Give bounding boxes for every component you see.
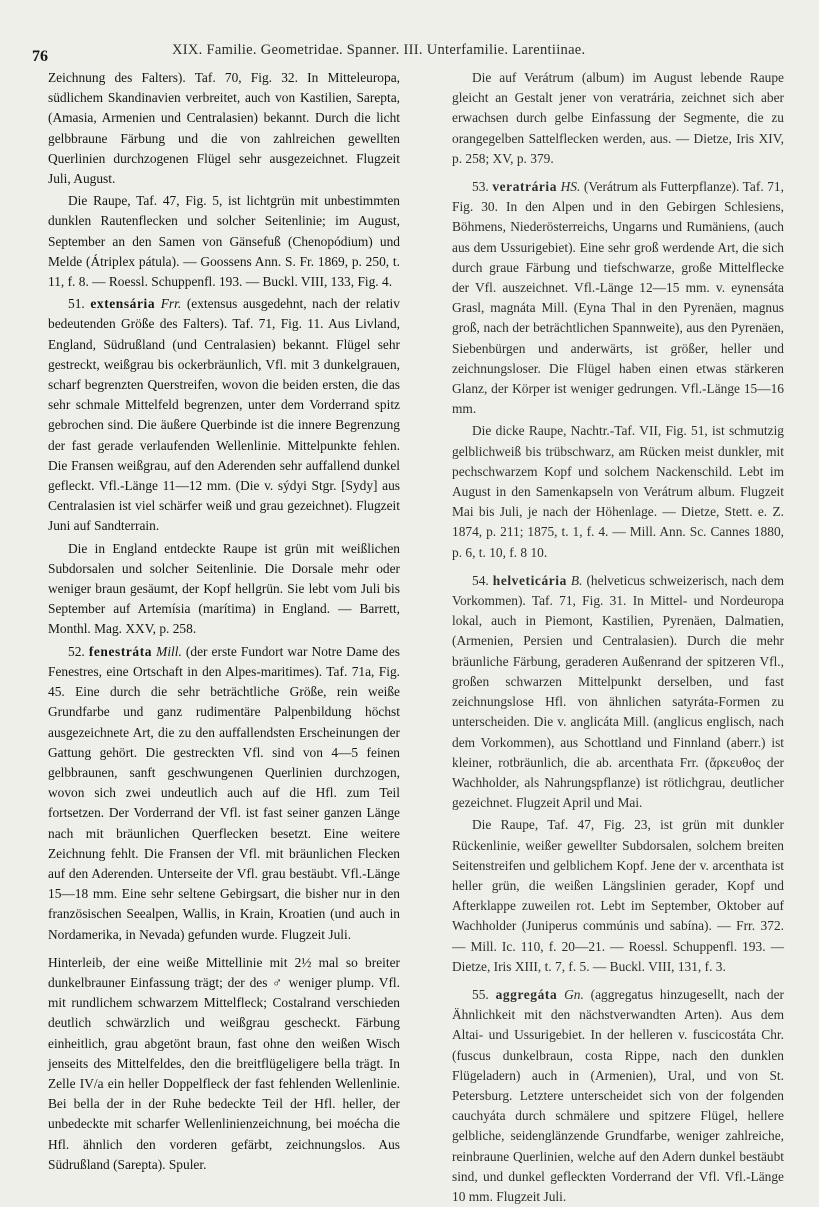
paragraph: Die auf Verátrum (album) im August lebende Raupe gleicht an Gestalt jener von veratrária, zeichnet sich aber erwachsen durch gelbe Einfassung der Segmente, die zu orangegelben Sattelflecken werden, aus. — Dietze, Iris XIV, p. 258; XV, p. 379.: [452, 70, 784, 166]
paragraph: Die in England entdeckte Raupe ist grün mit weißlichen Subdorsalen und solcher Seitenlinie. Die Dorsale mehr oder weniger braun gesäumt, der Kopf hellgrün. Sie lebt vom Juli bis September auf Artemísia (marítima) in England. — Barrett, Monthl. Mag. XXV, p. 258.: [48, 540, 400, 637]
author: Frr.: [160, 296, 182, 312]
right-column: [452, 68, 784, 1207]
entry-text: (aggregatus hinzugesellt, nach der Ähnlichkeit mit den nächstverwandten Arten). Aus dem Altai- und Ussurigebiet. In der helleren v. fuscicostáta Chr. (fuscus dunkelbraun, costa Rippe, nach den dunklen Flügeladern) auch in (Armenien), Ural, und von St. Petersburg. Letztere unterscheidet sich von der folgenden cauchyáta durch schmälere und spitzere Flügel, hellere gelbliche, seidenglänzende Grundfarbe, weniger zahlreiche, reinbraune Querlinien, welche auf den Adern dunkel bestäubt sind, und dunkel gefleckten Vorderrand der Vfl. Vfl.-Länge 10 mm. Flugzeit Juli.: [452, 986, 784, 1204]
author: B.: [570, 572, 583, 588]
entry-number: 52.: [68, 643, 85, 659]
entry-number: 54.: [472, 572, 489, 588]
species-name: extensária: [90, 296, 156, 312]
left-column: [48, 68, 400, 1175]
author: Mill.: [156, 643, 182, 659]
entry-number: 51.: [68, 296, 85, 312]
entry-number: 55.: [472, 986, 489, 1002]
running-title: XIX. Familie. Geometridae. Spanner. III. Unterfamilie. Larentiinae.: [172, 42, 586, 58]
paragraph: Die dicke Raupe, Nachtr.-Taf. VII, Fig. 51, ist schmutzig gelblichweiß bis trübschwarz, am Rücken meist dunkler, mit pechschwarzem Kopf und solchem Nackenschild. Lebt im August in den Samenkapseln von Verátrum album. Flugzeit Mai bis Juli, je nach der Höhenlage. — Dietze, Stett. e. Z. 1874, p. 211; 1875, t. 1, f. 4. — Mill. Ann. Sc. Cannes 1880, p. 6, t. 10, f. 8 10.: [452, 423, 784, 560]
species-entry-54: [452, 571, 784, 813]
species-entry-53: [452, 177, 784, 419]
species-entry-55: [452, 985, 784, 1207]
page-number: 76: [32, 48, 48, 65]
paragraph: Hinterleib, der eine weiße Mittellinie mit 2½ mal so breiter dunkelbrauner Einfassung trägt; der des ♂ weniger plump. Vfl. mit rundlichem schwarzem Mittelfleck; Costalrand verschieden deutlich schwärzlich und weißgrau gescheckt. Färbung einheitlich, grau abgetönt braun, fast ohne den weißen Wisch jenseits des Mittelfeldes, den die breitflügeligere bella trägt. In Zelle IV/a ein heller Doppelfleck der fast fehlenden Wellenlinie. Bei bella der in der Ruhe bedeckte Teil der Hfl. heller, der unbedeckte mit scharfer Wellenlinienzeichnung, bei moécha die Hfl. ähnlich den vorderen gefärbt, zeichnungslos. Aus Südrußland (Sarepta). Spuler.: [48, 954, 400, 1172]
author: Gn.: [564, 986, 584, 1002]
author: HS.: [560, 179, 581, 195]
species-entry-52: [48, 642, 400, 945]
species-entry-51: [48, 294, 400, 536]
species-name: veratrária: [492, 179, 558, 195]
entry-number: 53.: [472, 179, 489, 195]
entry-text: (helveticus schweizerisch, nach dem Vorkommen). Taf. 71, Fig. 31. In Mittel- und Nordeuropa lokal, auch in Piemont, Kastilien, Pyrenäen, Dalmatien, (Armenien, Persien und Centralasien). Durch die mehr bräunliche Färbung, geraderen Außenrand der spitzeren Vfl., großen schwarzen Mittelpunkt derselben, und fast zeichnungslose Hfl. von ähnlichen satyráta-Formen zu unterscheiden. Die v. anglicáta Mill. (anglicus englisch, nach dem Vorkommen), aus Schottland und Finnland (aberr.) ist kleiner, rotbräunlich, die ab. arcenthata Frr. (ἄρκευθος der Wachholder, als Nahrungspflanze) ist rötlichgrau, deutlicher gezeichnet. Flugzeit April und Mai.: [452, 572, 784, 811]
paragraph: Die Raupe, Taf. 47, Fig. 23, ist grün mit dunkler Rückenlinie, weißer gewellter Subdorsalen, solchem breiten Seitenstreifen und gelblichem Kopf. Jene der v. arcenthata ist heller grün, die weißen Längslinien gerader, Kopf und Afterklappe zuweilen rot. Lebt im September, Oktober auf Wachholder (Juniperus commúnis und sabína). — Frr. 372. — Mill. Ic. 110, f. 20—21. — Roessl. Schuppenfl. 193. — Dietze, Iris XIII, t. 7, f. 5. — Buckl. VIII, 131, f. 3.: [452, 817, 784, 974]
entry-text: (extensus ausgedehnt, nach der relativ bedeutenden Größe des Falters). Taf. 71, Fig. 11. Aus Livland, England, Südrußland (und Centralasien) bekannt. Flügel sehr gestreckt, weißgrau bis ockerbräunlich, Vfl. mit 3 dunkelgrauen, scharf begrenzten Querstreifen, wovon die beiden ersten, die das sehr schmale Mittelfeld begrenzen, unter dem Vorderrand spitz gebrochen sind. Die äußere Querbinde ist die innere Begrenzung der fast gerade verlaufenden Wellenlinie. Mittelpunkte fehlen. Die Fransen weißgrau, auf den Aderenden sehr auffallend dunkel gefleckt. Vfl.-Länge 11—12 mm. (Die v. sýdyi Stgr. [Sydy] aus Centralasien ist viel schärfer weiß und grau gezeichnet). Flugzeit Juni auf Sandterrain.: [48, 296, 400, 534]
entry-text: (der erste Fundort war Notre Dame des Fenestres, eine Ortschaft in den Alpes-maritimes). Taf. 71a, Fig. 45. Eine durch die sehr beträchtliche Größe, rein weiße Grundfarbe und ganz rudimentäre Palpenbildung höchst ausgezeichnete Art, die zu den auffallendsten Erscheinungen der Gattung gehört. Die gestreckten Vfl. sind von 4—5 feinen gelbbraunen, sanft geschwungenen Querlinien durchzogen, wovon sich zwei undeutlich auch auf die Hfl. zum Teil fortsetzen. Der Vorderrand der Vfl. ist fast seiner ganzen Länge nach mit bräunlichen Querflecken besetzt. Eine weitere Zeichnung fehlt. Die Fransen der Vfl. mit bräunlichen Flecken auf den Aderenden. Unterseite der Vfl. grau bestäubt. Vfl.-Länge 15—18 mm. Eine sehr seltene Gebirgsart, die bisher nur in den französischen Seealpen, Wallis, in Krain, Kroatien (und auch in Nordamerika, in Nevada) gefunden wurde. Flugzeit Juli.: [48, 643, 400, 942]
paragraph: Die Raupe, Taf. 47, Fig. 5, ist lichtgrün mit unbestimmten dunklen Rautenflecken und solcher Seitenlinie; im August, September an den Samen von Gänsefuß (Chenopódium) und Melde (Átriplex pátula). — Goossens Ann. S. Fr. 1869, p. 250, t. 11, f. 8. — Roessl. Schuppenfl. 193. — Buckl. VIII, 133, Fig. 4.: [48, 193, 400, 290]
species-name: aggregáta: [495, 986, 558, 1002]
species-name: helveticária: [492, 572, 567, 588]
page-header: [32, 40, 779, 66]
species-name: fenestráta: [88, 643, 153, 659]
entry-text: (Verátrum als Futterpflanze). Taf. 71, Fig. 30. In den Alpen und in den Gebirgen Schlesiens, Böhmens, Niederösterreichs, Ungarns und Rumäniens, (auch aus dem Ussurigebiet). Eine sehr groß werdende Art, die sich durch graue Färbung und tiefschwarze, große Mittelflecke der Vfl. auszeichnet. Vfl.-Länge 12—15 mm. v. eynensáta Grasl, magnáta Mill. (Eyna Thal in den Pyrenäen, magnus groß, nach der beträchtlichen Spannweite), aus den Pyrenäen, Siebenbürgen und anderwärts, ist größer, heller und zeichnungsloser. Die Flügel haben einen etwas stärkeren Glanz, der Körper ist weniger gedrungen. Vfl.-Länge 15—16 mm.: [452, 179, 784, 417]
paragraph: Zeichnung des Falters). Taf. 70, Fig. 32. In Mitteleuropa, südlichem Skandinavien verbreitet, auch von Kastilien, Sarepta, (Amasia, Armenien und Centralasien) bekannt. Durch die licht gelbbraune Färbung und die von zahlreichen gewellten Querlinien durchzogenen Flügel sehr ausgezeichnet. Flugzeit Juli, August.: [48, 70, 400, 187]
